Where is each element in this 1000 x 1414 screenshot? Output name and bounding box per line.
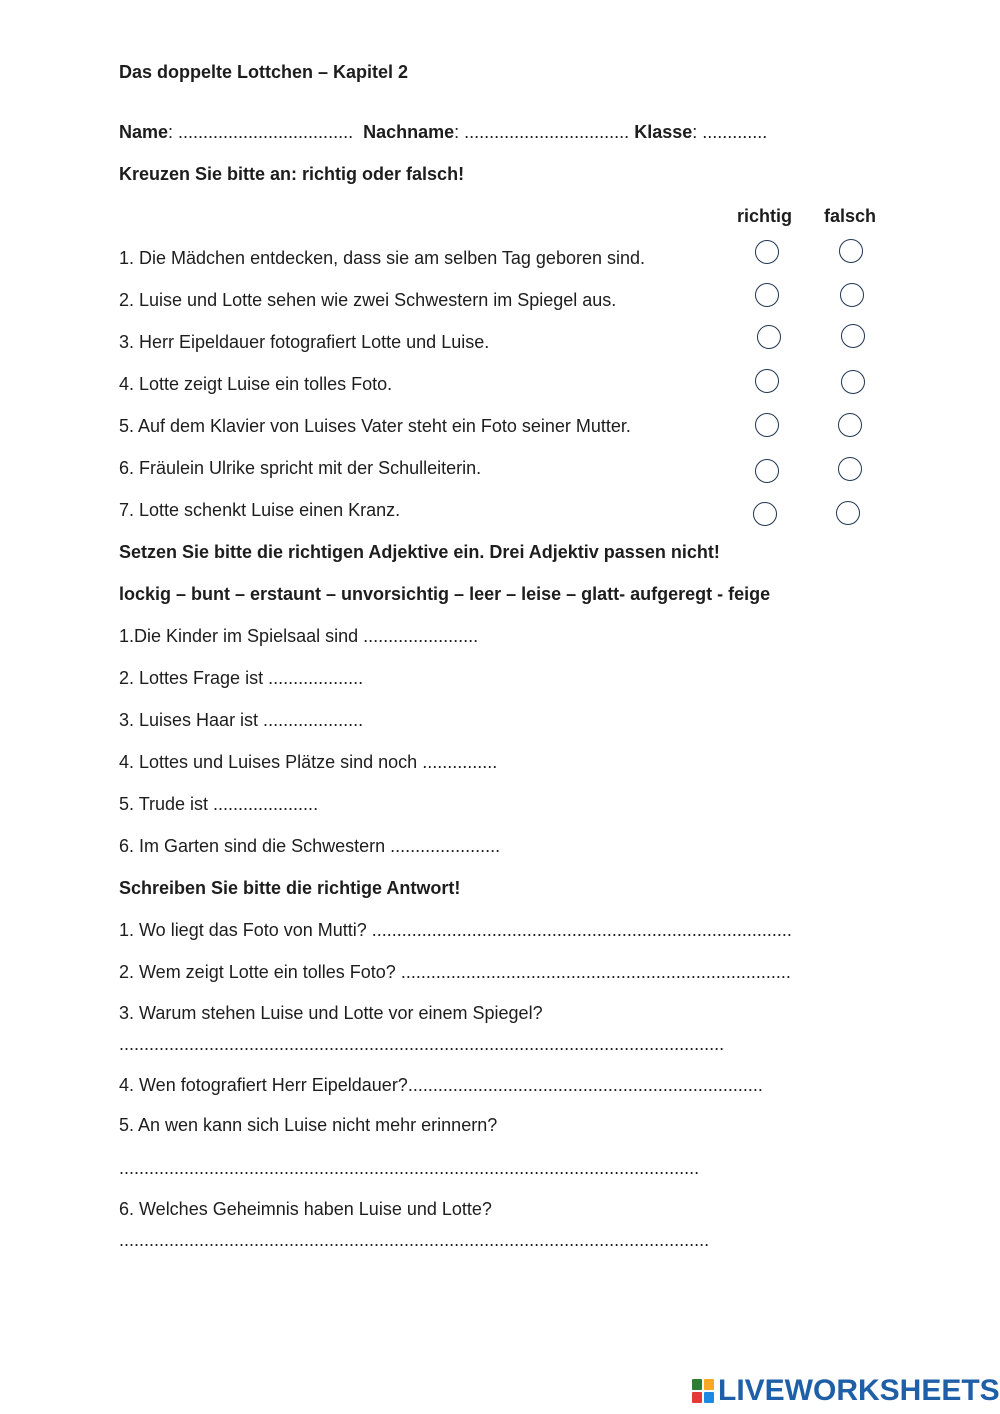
word-bank: lockig – bunt – erstaunt – unvorsichtig – leer – leise – glatt- aufgeregt - feige <box>119 584 771 604</box>
section3-instruction: Schreiben Sie bitte die richtige Antwort! <box>119 878 461 898</box>
question-4[interactable]: 4. Wen fotografiert Herr Eipeldauer?....................................................................... <box>119 1075 763 1095</box>
fill-in-3[interactable]: 3. Luises Haar ist .................... <box>119 710 364 730</box>
radio-richtig-1[interactable] <box>755 240 779 264</box>
answer-line-3[interactable]: ......................................................................................................................... <box>119 1034 725 1054</box>
radio-falsch-7[interactable] <box>836 501 860 525</box>
statement-4: 4. Lotte zeigt Luise ein tolles Foto. <box>119 374 393 394</box>
section1-instruction: Kreuzen Sie bitte an: richtig oder falsch! <box>119 164 465 184</box>
klasse-label: Klasse <box>634 122 693 142</box>
radio-falsch-4[interactable] <box>841 370 865 394</box>
column-header-falsch: falsch <box>824 206 877 226</box>
name-field[interactable]: : ................................... <box>168 122 354 142</box>
radio-falsch-2[interactable] <box>840 283 864 307</box>
column-header-richtig: richtig <box>737 206 793 226</box>
radio-falsch-1[interactable] <box>839 239 863 263</box>
fill-in-5[interactable]: 5. Trude ist ..................... <box>119 794 319 814</box>
radio-richtig-3[interactable] <box>757 325 781 349</box>
radio-richtig-7[interactable] <box>753 502 777 526</box>
nachname-field[interactable]: : ................................. <box>454 122 630 142</box>
section2-instruction: Setzen Sie bitte die richtigen Adjektive ein. Drei Adjektiv passen nicht! <box>119 542 720 562</box>
answer-line-6[interactable]: ...................................................................................................................... <box>119 1230 710 1250</box>
question-5: 5. An wen kann sich Luise nicht mehr erinnern? <box>119 1115 498 1135</box>
liveworksheets-logo <box>692 1374 1000 1408</box>
fill-in-6[interactable]: 6. Im Garten sind die Schwestern ...................... <box>119 836 501 856</box>
radio-falsch-5[interactable] <box>838 413 862 437</box>
radio-falsch-3[interactable] <box>841 324 865 348</box>
name-label: Name <box>119 122 169 142</box>
statement-6: 6. Fräulein Ulrike spricht mit der Schulleiterin. <box>119 458 482 478</box>
radio-richtig-4[interactable] <box>755 369 779 393</box>
radio-falsch-6[interactable] <box>838 457 862 481</box>
statement-5: 5. Auf dem Klavier von Luises Vater steht ein Foto seiner Mutter. <box>119 416 631 436</box>
radio-richtig-5[interactable] <box>755 413 779 437</box>
logo-mark-icon <box>692 1379 714 1403</box>
question-6: 6. Welches Geheimnis haben Luise und Lotte? <box>119 1199 492 1219</box>
fill-in-1[interactable]: 1.Die Kinder im Spielsaal sind ....................... <box>119 626 479 646</box>
fill-in-4[interactable]: 4. Lottes und Luises Plätze sind noch ............... <box>119 752 498 772</box>
question-3: 3. Warum stehen Luise und Lotte vor einem Spiegel? <box>119 1003 543 1023</box>
statement-3: 3. Herr Eipeldauer fotografiert Lotte und Luise. <box>119 332 490 352</box>
question-1[interactable]: 1. Wo liegt das Foto von Mutti? .................................................................................... <box>119 920 792 940</box>
nachname-label: Nachname <box>363 122 455 142</box>
statement-7: 7. Lotte schenkt Luise einen Kranz. <box>119 500 401 520</box>
logo-text: LIVEWORKSHEETS <box>718 1374 1000 1407</box>
student-info-line <box>119 121 767 143</box>
radio-richtig-6[interactable] <box>755 459 779 483</box>
klasse-field[interactable]: : ............. <box>692 122 768 142</box>
statement-1: 1. Die Mädchen entdecken, dass sie am selben Tag geboren sind. <box>119 248 645 268</box>
fill-in-2[interactable]: 2. Lottes Frage ist ................... <box>119 668 364 688</box>
page-title: Das doppelte Lottchen – Kapitel 2 <box>119 62 409 82</box>
radio-richtig-2[interactable] <box>755 283 779 307</box>
statement-2: 2. Luise und Lotte sehen wie zwei Schwestern im Spiegel aus. <box>119 290 617 310</box>
question-2[interactable]: 2. Wem zeigt Lotte ein tolles Foto? .............................................................................. <box>119 962 791 982</box>
answer-line-5[interactable]: .................................................................................................................... <box>119 1158 700 1178</box>
